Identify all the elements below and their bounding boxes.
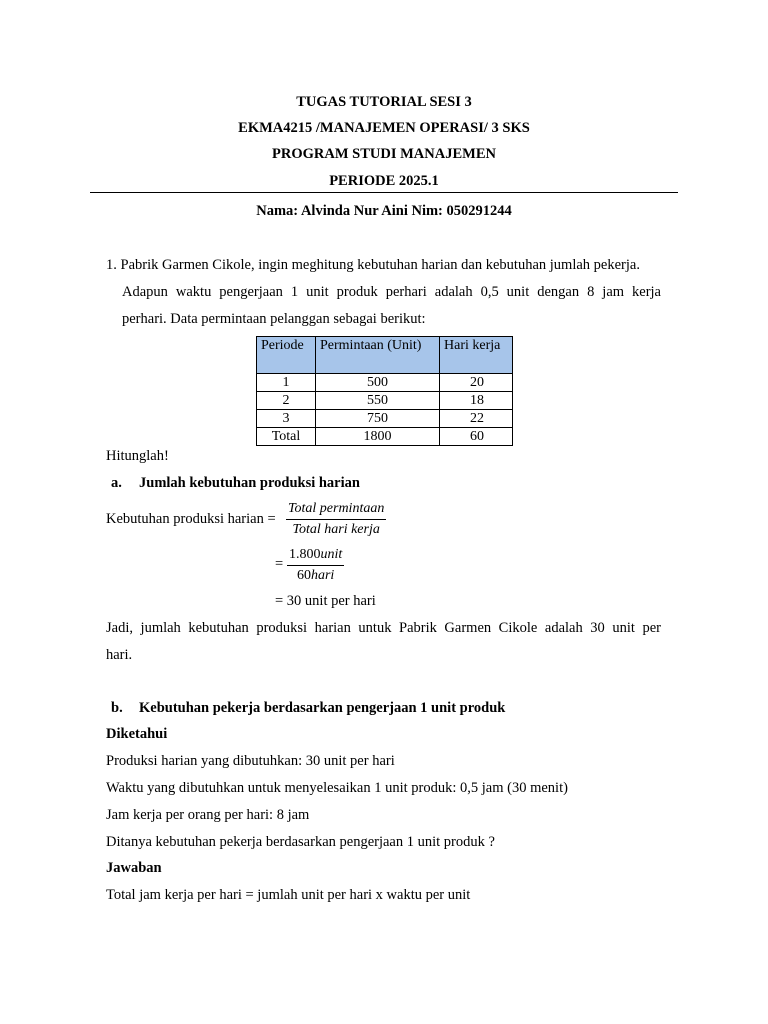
table-cell: 60	[440, 428, 513, 446]
part-b-title: Kebutuhan pekerja berdasarkan pengerjaan 1 unit produk	[139, 700, 506, 716]
table-header-hari-kerja: Hari kerja	[440, 337, 513, 374]
table-cell: 550	[316, 392, 440, 410]
table-row-total	[257, 428, 513, 446]
table-cell: 18	[440, 392, 513, 410]
numerator-unit: unit	[320, 547, 343, 562]
result: = 30 unit per hari	[275, 593, 376, 609]
known-heading: Diketahui	[106, 726, 168, 742]
table-cell: 750	[316, 410, 440, 428]
known-item: Jam kerja per orang per hari: 8 jam	[106, 807, 310, 823]
formula-lhs: Kebutuhan produksi harian =	[106, 511, 276, 527]
instruction: Hitunglah!	[106, 448, 169, 464]
table-row	[257, 392, 513, 410]
demand-table	[256, 336, 513, 446]
doc-title: TUGAS TUTORIAL SESI 3	[296, 94, 472, 110]
table-cell: 1	[257, 374, 316, 392]
table-cell: Total	[257, 428, 316, 446]
question-1-line-1: 1. Pabrik Garmen Cikole, ingin meghitung kebutuhan harian dan kebutuhan jumlah pekerja.	[106, 257, 640, 273]
table-header-row	[257, 337, 513, 374]
table-cell: 2	[257, 392, 316, 410]
question-1-line-2: Adapun waktu pengerjaan 1 unit produk perhari adalah 0,5 unit dengan 8 jam kerja	[122, 284, 661, 300]
answer-line-1: Total jam kerja per hari = jumlah unit per hari x waktu per unit	[106, 887, 471, 903]
conclusion-line-2: hari.	[106, 647, 133, 663]
conclusion-line-1: Jadi, jumlah kebutuhan produksi harian untuk Pabrik Garmen Cikole adalah 30 unit per	[106, 620, 661, 636]
table-row	[257, 374, 513, 392]
table-cell: 22	[440, 410, 513, 428]
table-header-permintaan: Permintaan (Unit)	[316, 337, 440, 374]
program-line: PROGRAM STUDI MANAJEMEN	[272, 146, 496, 162]
header-divider	[90, 192, 678, 193]
denominator-value: 60	[296, 568, 311, 583]
table-cell: 1800	[316, 428, 440, 446]
question-text: Ditanya kebutuhan pekerja berdasarkan pengerjaan 1 unit produk ?	[106, 834, 495, 850]
denominator-unit: hari	[310, 568, 335, 583]
equals-sign: =	[275, 556, 284, 572]
numerator-value: 1.800	[289, 547, 321, 562]
table-row	[257, 410, 513, 428]
table-header-periode: Periode	[257, 337, 316, 374]
table-cell: 3	[257, 410, 316, 428]
part-a-label: a.	[111, 475, 122, 491]
known-item: Produksi harian yang dibutuhkan: 30 unit per hari	[106, 753, 395, 769]
fraction-total	[286, 501, 386, 538]
table-cell: 500	[316, 374, 440, 392]
student-info: Nama: Alvinda Nur Aini Nim: 050291244	[256, 203, 512, 219]
question-1-line-3: perhari. Data permintaan pelanggan sebagai berikut:	[122, 311, 426, 327]
fraction-values	[287, 547, 344, 584]
part-b-label: b.	[111, 700, 123, 716]
fraction-total-denominator: Total hari kerja	[292, 522, 380, 537]
table-cell: 20	[440, 374, 513, 392]
answer-heading: Jawaban	[106, 860, 162, 876]
part-a-title: Jumlah kebutuhan produksi harian	[139, 475, 360, 491]
period-line: PERIODE 2025.1	[329, 173, 439, 189]
fraction-total-numerator: Total permintaan	[286, 501, 386, 520]
course-line: EKMA4215 /MANAJEMEN OPERASI/ 3 SKS	[238, 120, 530, 136]
known-item: Waktu yang dibutuhkan untuk menyelesaikan 1 unit produk: 0,5 jam (30 menit)	[106, 780, 568, 796]
